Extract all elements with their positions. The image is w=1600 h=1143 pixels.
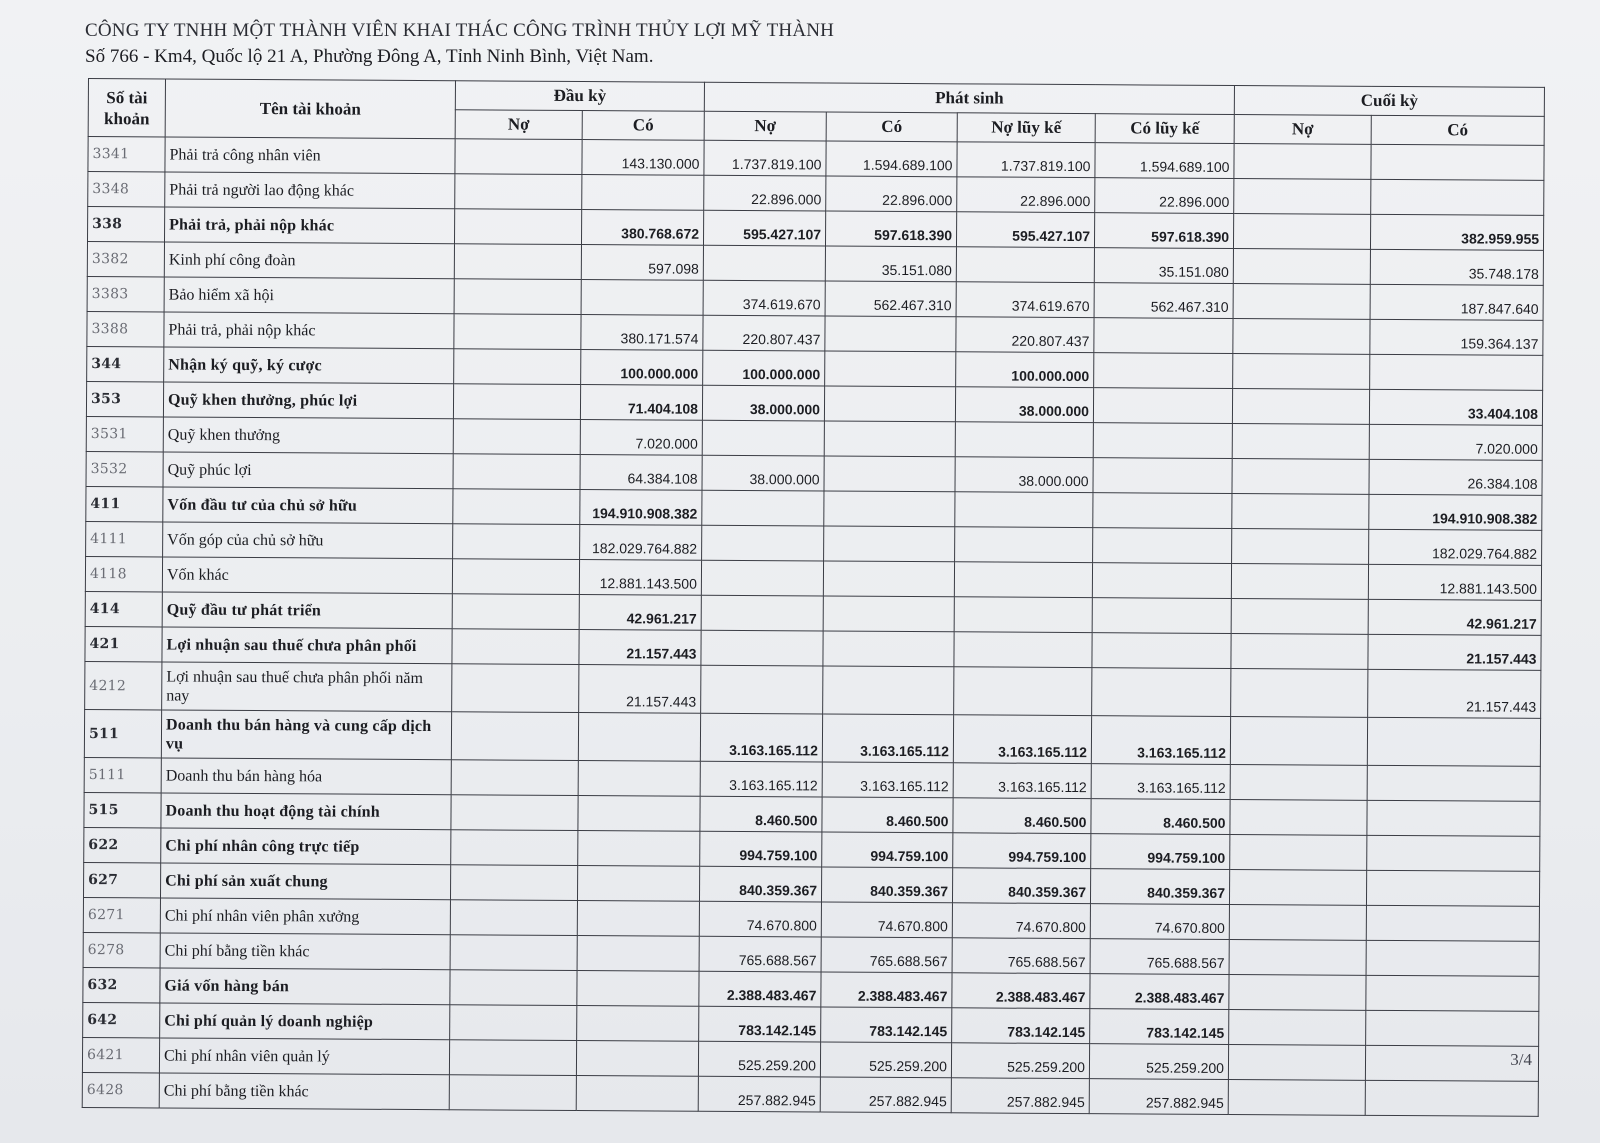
movement-debit-cell: 8.460.500 <box>700 796 822 832</box>
opening-credit-cell: 7.020.000 <box>580 420 702 456</box>
opening-credit-cell <box>581 280 703 316</box>
movement-credit-cell <box>824 421 955 457</box>
opening-credit-cell <box>577 1006 699 1042</box>
movement-credit-cell: 1.594.689.100 <box>826 141 957 177</box>
header-movement-credit: Có <box>826 112 957 142</box>
cumulative-debit-cell: 38.000.000 <box>955 387 1093 423</box>
movement-debit-cell: 220.807.437 <box>703 315 825 351</box>
cumulative-debit-cell <box>954 562 1092 598</box>
cumulative-credit-cell: 22.896.000 <box>1095 178 1234 214</box>
opening-credit-cell: 182.029.764.882 <box>580 525 702 561</box>
opening-debit-cell <box>454 349 581 385</box>
movement-credit-cell <box>824 386 955 422</box>
opening-credit-cell: 597.098 <box>581 245 703 281</box>
account-code-cell: 4111 <box>86 521 163 556</box>
cumulative-debit-cell: 38.000.000 <box>955 457 1093 493</box>
trial-balance-table <box>82 78 1545 1117</box>
opening-debit-cell <box>449 1075 576 1111</box>
closing-debit-cell <box>1233 249 1370 285</box>
account-code-cell: 5111 <box>84 757 161 792</box>
movement-credit-cell: 2.388.483.467 <box>821 972 952 1008</box>
cumulative-credit-cell: 74.670.800 <box>1090 904 1229 940</box>
closing-debit-cell <box>1229 939 1366 975</box>
opening-credit-cell <box>578 713 700 762</box>
account-code-cell: 632 <box>83 967 160 1002</box>
account-name-cell: Nhận ký quỹ, ký cược <box>164 347 454 384</box>
movement-credit-cell <box>825 316 956 352</box>
movement-debit-cell <box>701 630 823 666</box>
closing-credit-cell <box>1371 179 1544 215</box>
account-code-cell: 411 <box>86 486 163 521</box>
closing-debit-cell <box>1229 974 1366 1010</box>
closing-credit-cell <box>1366 905 1539 941</box>
opening-debit-cell <box>453 489 580 525</box>
movement-debit-cell: 595.427.107 <box>703 210 825 246</box>
account-name-cell: Chi phí quản lý doanh nghiệp <box>160 1003 450 1040</box>
cumulative-credit-cell: 257.882.945 <box>1089 1079 1228 1115</box>
account-name-cell: Doanh thu hoạt động tài chính <box>161 793 451 830</box>
opening-debit-cell <box>452 629 579 665</box>
account-name-cell: Lợi nhuận sau thuế chưa phân phối năm nay <box>162 662 452 712</box>
company-address: Số 766 - Km4, Quốc lộ 21 A, Phường Đông A, Tỉnh Ninh Bình, Việt Nam. <box>85 46 654 67</box>
movement-debit-cell: 3.163.165.112 <box>700 713 822 762</box>
closing-credit-cell <box>1366 1010 1539 1046</box>
cumulative-debit-cell: 22.896.000 <box>957 177 1095 213</box>
account-name-cell: Doanh thu bán hàng hóa <box>161 758 451 795</box>
opening-credit-cell: 64.384.108 <box>580 455 702 491</box>
opening-debit-cell <box>453 384 580 420</box>
movement-credit-cell: 22.896.000 <box>826 176 957 212</box>
closing-debit-cell <box>1231 668 1368 717</box>
closing-debit-cell <box>1233 283 1370 319</box>
closing-debit-cell <box>1234 179 1371 215</box>
account-name-cell: Quỹ khen thưởng, phúc lợi <box>163 382 453 419</box>
cumulative-debit-cell <box>955 492 1093 528</box>
account-name-cell: Phải trả, phải nộp khác <box>164 207 454 244</box>
closing-debit-cell <box>1230 834 1367 870</box>
movement-credit-cell: 783.142.145 <box>821 1007 952 1043</box>
movement-debit-cell <box>703 245 825 281</box>
movement-credit-cell: 35.151.080 <box>825 246 956 282</box>
movement-credit-cell <box>823 631 954 667</box>
closing-credit-cell: 382.959.955 <box>1370 214 1543 250</box>
opening-debit-cell <box>449 1040 576 1076</box>
closing-debit-cell <box>1234 144 1371 180</box>
closing-debit-cell <box>1232 423 1369 459</box>
account-code-cell: 344 <box>87 346 164 381</box>
closing-credit-cell <box>1366 975 1539 1011</box>
closing-debit-cell <box>1228 1044 1365 1080</box>
closing-debit-cell <box>1232 388 1369 424</box>
cumulative-credit-cell: 3.163.165.112 <box>1091 716 1230 765</box>
closing-debit-cell <box>1232 528 1369 564</box>
movement-credit-cell: 765.688.567 <box>821 937 952 973</box>
opening-credit-cell <box>578 831 700 867</box>
opening-credit-cell: 21.157.443 <box>579 665 701 714</box>
account-code-cell: 3531 <box>86 416 163 451</box>
closing-credit-cell <box>1371 144 1544 180</box>
cumulative-debit-cell: 765.688.567 <box>952 938 1090 974</box>
closing-credit-cell <box>1367 800 1540 836</box>
movement-debit-cell: 22.896.000 <box>704 175 826 211</box>
cumulative-debit-cell <box>955 422 1093 458</box>
account-code-cell: 3388 <box>87 311 164 346</box>
movement-debit-cell: 765.688.567 <box>699 936 821 972</box>
closing-credit-cell: 26.384.108 <box>1369 459 1542 495</box>
account-code-cell: 3383 <box>87 276 164 311</box>
cumulative-credit-cell <box>1093 388 1232 424</box>
account-name-cell: Bảo hiểm xã hội <box>164 277 454 314</box>
opening-debit-cell <box>453 524 580 560</box>
closing-debit-cell <box>1230 764 1367 800</box>
closing-debit-cell <box>1230 716 1367 765</box>
account-code-cell: 421 <box>85 626 162 661</box>
account-code-cell: 622 <box>84 827 161 862</box>
opening-debit-cell <box>451 712 578 761</box>
closing-credit-cell <box>1365 1080 1538 1116</box>
cumulative-credit-cell: 3.163.165.112 <box>1091 764 1230 800</box>
cumulative-credit-cell: 597.618.390 <box>1094 213 1233 249</box>
cumulative-debit-cell: 595.427.107 <box>956 212 1094 248</box>
header-period-movement: Phát sinh <box>704 82 1234 114</box>
closing-credit-cell: 21.157.443 <box>1368 669 1541 718</box>
account-code-cell: 627 <box>83 862 160 897</box>
closing-credit-cell <box>1370 354 1543 390</box>
opening-debit-cell <box>451 830 578 866</box>
header-cumulative-debit: Nợ lũy kế <box>957 113 1095 143</box>
closing-debit-cell <box>1231 563 1368 599</box>
account-name-cell: Chi phí nhân viên phân xưởng <box>160 898 450 935</box>
closing-credit-cell: 33.404.108 <box>1369 389 1542 425</box>
cumulative-debit-cell: 2.388.483.467 <box>952 973 1090 1009</box>
header-movement-debit: Nợ <box>704 111 826 141</box>
account-code-cell: 4212 <box>85 661 162 709</box>
movement-debit-cell <box>702 420 824 456</box>
cumulative-credit-cell: 765.688.567 <box>1090 939 1229 975</box>
account-code-cell: 642 <box>83 1002 160 1037</box>
account-code-cell: 414 <box>85 591 162 626</box>
movement-debit-cell <box>701 560 823 596</box>
opening-debit-cell <box>452 594 579 630</box>
account-code-cell: 6271 <box>83 897 160 932</box>
account-name-cell: Quỹ đầu tư phát triển <box>162 592 452 629</box>
closing-credit-cell: 7.020.000 <box>1369 424 1542 460</box>
closing-credit-cell <box>1367 765 1540 801</box>
opening-debit-cell <box>454 209 581 245</box>
opening-debit-cell <box>454 244 581 280</box>
opening-credit-cell: 42.961.217 <box>579 595 701 631</box>
closing-debit-cell <box>1231 633 1368 669</box>
movement-debit-cell: 38.000.000 <box>702 455 824 491</box>
closing-credit-cell <box>1367 717 1540 766</box>
movement-debit-cell <box>701 595 823 631</box>
header-cumulative-credit: Có lũy kế <box>1095 114 1234 144</box>
cumulative-debit-cell: 525.259.200 <box>951 1043 1089 1079</box>
movement-credit-cell <box>823 561 954 597</box>
opening-debit-cell <box>454 314 581 350</box>
closing-debit-cell <box>1229 869 1366 905</box>
opening-debit-cell <box>450 900 577 936</box>
cumulative-debit-cell: 220.807.437 <box>956 317 1094 353</box>
opening-credit-cell <box>577 936 699 972</box>
account-name-cell: Doanh thu bán hàng và cung cấp dịch vụ <box>161 710 451 760</box>
cumulative-credit-cell: 783.142.145 <box>1090 1009 1229 1045</box>
header-closing-balance: Cuối kỳ <box>1234 86 1544 117</box>
movement-credit-cell: 3.163.165.112 <box>822 714 953 763</box>
account-name-cell: Quỹ khen thưởng <box>163 417 453 454</box>
opening-credit-cell: 380.171.574 <box>581 315 703 351</box>
opening-credit-cell: 12.881.143.500 <box>579 560 701 596</box>
closing-credit-cell: 194.910.908.382 <box>1369 494 1542 530</box>
closing-credit-cell <box>1366 940 1539 976</box>
cumulative-credit-cell <box>1092 563 1231 599</box>
closing-credit-cell: 21.157.443 <box>1368 634 1541 670</box>
cumulative-debit-cell: 840.359.367 <box>952 868 1090 904</box>
opening-debit-cell <box>453 454 580 490</box>
cumulative-debit-cell: 100.000.000 <box>956 352 1094 388</box>
closing-debit-cell <box>1232 458 1369 494</box>
movement-debit-cell: 783.142.145 <box>699 1006 821 1042</box>
movement-debit-cell: 994.759.100 <box>700 831 822 867</box>
movement-debit-cell <box>702 525 824 561</box>
opening-credit-cell <box>582 175 704 211</box>
header-opening-balance: Đầu kỳ <box>455 81 704 112</box>
opening-credit-cell: 194.910.908.382 <box>580 490 702 526</box>
cumulative-credit-cell <box>1093 458 1232 494</box>
cumulative-debit-cell: 74.670.800 <box>952 903 1090 939</box>
movement-debit-cell: 3.163.165.112 <box>700 761 822 797</box>
opening-debit-cell <box>455 139 582 175</box>
opening-credit-cell <box>578 761 700 797</box>
cumulative-credit-cell <box>1093 528 1232 564</box>
opening-credit-cell <box>578 796 700 832</box>
account-code-cell: 3348 <box>88 172 165 207</box>
movement-debit-cell: 1.737.819.100 <box>704 140 826 176</box>
movement-credit-cell: 840.359.367 <box>821 867 952 903</box>
cumulative-credit-cell: 994.759.100 <box>1091 834 1230 870</box>
account-name-cell: Chi phí bằng tiền khác <box>159 1073 449 1110</box>
cumulative-credit-cell: 2.388.483.467 <box>1090 974 1229 1010</box>
cumulative-credit-cell <box>1094 318 1233 354</box>
movement-debit-cell: 100.000.000 <box>703 350 825 386</box>
movement-credit-cell <box>823 666 954 715</box>
movement-credit-cell: 8.460.500 <box>822 797 953 833</box>
header-closing-debit: Nợ <box>1234 115 1371 145</box>
opening-debit-cell <box>451 795 578 831</box>
account-name-cell: Phải trả công nhân viên <box>165 137 455 174</box>
movement-credit-cell <box>824 526 955 562</box>
cumulative-credit-cell <box>1092 633 1231 669</box>
account-name-cell: Phải trả, phải nộp khác <box>164 312 454 349</box>
header-account-code: Số tài khoản <box>88 79 165 137</box>
cumulative-debit-cell <box>956 247 1094 283</box>
opening-credit-cell <box>576 1076 698 1112</box>
cumulative-credit-cell: 562.467.310 <box>1094 283 1233 319</box>
opening-debit-cell <box>450 970 577 1006</box>
cumulative-debit-cell: 994.759.100 <box>953 833 1091 869</box>
cumulative-credit-cell: 1.594.689.100 <box>1095 143 1234 179</box>
company-name: CÔNG TY TNHH MỘT THÀNH VIÊN KHAI THÁC CÔNG TRÌNH THỦY LỢI MỸ THÀNH <box>85 20 835 41</box>
account-name-cell: Giá vốn hàng bán <box>160 968 450 1005</box>
closing-debit-cell <box>1232 493 1369 529</box>
header-closing-credit: Có <box>1371 115 1544 145</box>
opening-credit-cell: 21.157.443 <box>579 630 701 666</box>
cumulative-credit-cell <box>1093 493 1232 529</box>
account-name-cell: Kinh phí công đoàn <box>164 242 454 279</box>
account-code-cell: 6278 <box>83 932 160 967</box>
opening-debit-cell <box>451 760 578 796</box>
movement-debit-cell: 840.359.367 <box>699 866 821 902</box>
table-row <box>82 1072 1538 1116</box>
closing-debit-cell <box>1228 1079 1365 1115</box>
account-code-cell: 3382 <box>87 242 164 277</box>
closing-credit-cell: 12.881.143.500 <box>1368 564 1541 600</box>
movement-credit-cell: 3.163.165.112 <box>822 762 953 798</box>
cumulative-credit-cell <box>1092 598 1231 634</box>
closing-debit-cell <box>1229 904 1366 940</box>
closing-debit-cell <box>1231 598 1368 634</box>
closing-debit-cell <box>1229 1009 1366 1045</box>
cumulative-debit-cell: 1.737.819.100 <box>957 142 1095 178</box>
account-name-cell: Chi phí nhân công trực tiếp <box>161 828 451 865</box>
opening-credit-cell <box>577 971 699 1007</box>
movement-credit-cell <box>824 456 955 492</box>
closing-debit-cell <box>1233 318 1370 354</box>
account-name-cell: Vốn đầu tư của chủ sở hữu <box>163 487 453 524</box>
opening-debit-cell <box>453 419 580 455</box>
account-code-cell: 6428 <box>82 1072 159 1107</box>
movement-debit-cell: 2.388.483.467 <box>699 971 821 1007</box>
opening-debit-cell <box>450 865 577 901</box>
cumulative-debit-cell <box>954 667 1092 716</box>
opening-credit-cell <box>577 901 699 937</box>
account-code-cell: 338 <box>88 207 165 242</box>
opening-debit-cell <box>455 174 582 210</box>
movement-debit-cell <box>701 665 823 714</box>
movement-credit-cell: 257.882.945 <box>820 1077 951 1113</box>
account-code-cell: 6421 <box>82 1037 159 1072</box>
opening-credit-cell: 143.130.000 <box>582 140 704 176</box>
opening-debit-cell <box>450 935 577 971</box>
cumulative-debit-cell: 374.619.670 <box>956 282 1094 318</box>
account-code-cell: 4118 <box>85 556 162 591</box>
table-body <box>82 137 1544 1117</box>
account-name-cell: Vốn khác <box>162 557 452 594</box>
opening-credit-cell: 380.768.672 <box>581 210 703 246</box>
closing-debit-cell <box>1230 799 1367 835</box>
movement-credit-cell: 562.467.310 <box>825 281 956 317</box>
movement-debit-cell <box>702 490 824 526</box>
opening-debit-cell <box>454 279 581 315</box>
movement-credit-cell <box>823 596 954 632</box>
closing-credit-cell <box>1367 835 1540 871</box>
account-name-cell: Phải trả người lao động khác <box>165 172 455 209</box>
cumulative-debit-cell: 3.163.165.112 <box>953 763 1091 799</box>
header-account-name: Tên tài khoản <box>165 79 455 139</box>
account-code-cell: 515 <box>84 792 161 827</box>
movement-debit-cell: 525.259.200 <box>698 1041 820 1077</box>
movement-credit-cell: 525.259.200 <box>820 1042 951 1078</box>
account-code-cell: 353 <box>86 381 163 416</box>
account-name-cell: Quỹ phúc lợi <box>163 452 453 489</box>
account-name-cell: Chi phí sản xuất chung <box>160 863 450 900</box>
cumulative-debit-cell <box>954 597 1092 633</box>
cumulative-debit-cell: 3.163.165.112 <box>953 715 1091 764</box>
movement-credit-cell <box>825 351 956 387</box>
header-opening-credit: Có <box>582 111 704 141</box>
cumulative-credit-cell: 8.460.500 <box>1091 799 1230 835</box>
opening-debit-cell <box>452 559 579 595</box>
opening-credit-cell <box>576 1041 698 1077</box>
account-name-cell: Chi phí nhân viên quản lý <box>159 1038 449 1075</box>
trial-balance-table-wrapper <box>82 78 1545 1117</box>
cumulative-debit-cell: 257.882.945 <box>951 1078 1089 1114</box>
movement-credit-cell: 994.759.100 <box>822 832 953 868</box>
cumulative-debit-cell: 8.460.500 <box>953 798 1091 834</box>
page-number: 3/4 <box>1510 1050 1532 1069</box>
opening-credit-cell: 71.404.108 <box>580 385 702 421</box>
opening-debit-cell <box>450 1005 577 1041</box>
movement-debit-cell: 374.619.670 <box>703 280 825 316</box>
movement-credit-cell: 597.618.390 <box>825 211 956 247</box>
closing-credit-cell: 42.961.217 <box>1368 599 1541 635</box>
closing-credit-cell: 159.364.137 <box>1370 319 1543 355</box>
movement-debit-cell: 257.882.945 <box>698 1076 820 1112</box>
cumulative-debit-cell: 783.142.145 <box>952 1008 1090 1044</box>
closing-debit-cell <box>1233 214 1370 250</box>
opening-debit-cell <box>452 664 579 713</box>
cumulative-credit-cell: 525.259.200 <box>1089 1044 1228 1080</box>
closing-credit-cell: 182.029.764.882 <box>1369 529 1542 565</box>
opening-credit-cell <box>577 866 699 902</box>
cumulative-credit-cell <box>1094 353 1233 389</box>
movement-credit-cell: 74.670.800 <box>821 902 952 938</box>
cumulative-debit-cell <box>955 527 1093 563</box>
closing-credit-cell: 35.748.178 <box>1370 249 1543 285</box>
cumulative-credit-cell <box>1093 423 1232 459</box>
movement-debit-cell: 74.670.800 <box>699 901 821 937</box>
closing-debit-cell <box>1233 353 1370 389</box>
movement-credit-cell <box>824 491 955 527</box>
account-code-cell: 511 <box>84 709 161 757</box>
header-opening-debit: Nợ <box>455 110 582 140</box>
account-code-cell: 3532 <box>86 451 163 486</box>
cumulative-credit-cell: 840.359.367 <box>1090 869 1229 905</box>
account-code-cell: 3341 <box>88 137 165 172</box>
account-name-cell: Vốn góp của chủ sở hữu <box>163 522 453 559</box>
account-name-cell: Lợi nhuận sau thuế chưa phân phối <box>162 627 452 664</box>
cumulative-credit-cell <box>1092 668 1231 717</box>
cumulative-debit-cell <box>954 632 1092 668</box>
closing-credit-cell <box>1366 870 1539 906</box>
cumulative-credit-cell: 35.151.080 <box>1094 248 1233 284</box>
opening-credit-cell: 100.000.000 <box>581 350 703 386</box>
movement-debit-cell: 38.000.000 <box>702 385 824 421</box>
closing-credit-cell: 187.847.640 <box>1370 284 1543 320</box>
account-name-cell: Chi phí bằng tiền khác <box>160 933 450 970</box>
